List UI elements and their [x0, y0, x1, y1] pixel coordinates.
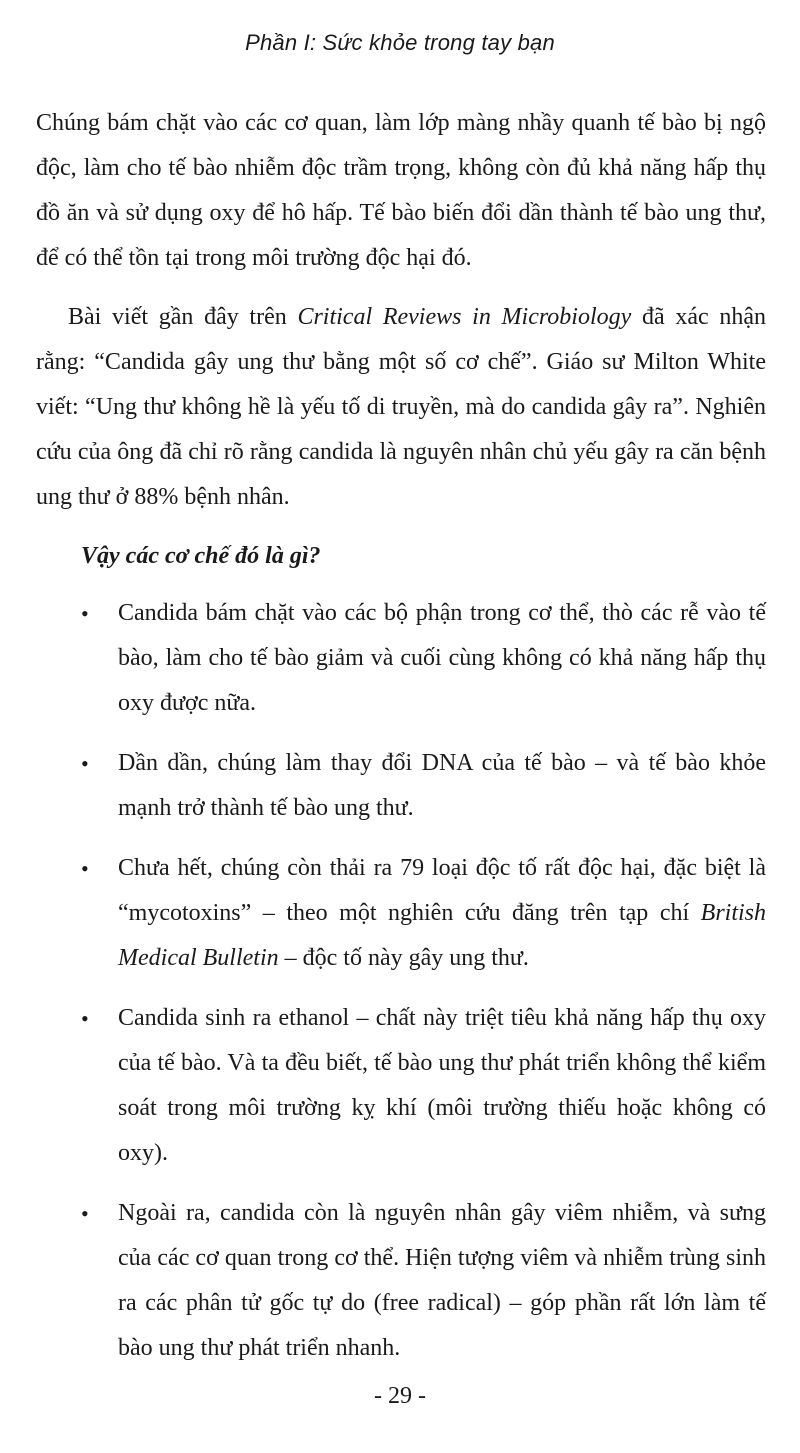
mechanism-list [36, 591, 766, 1371]
paragraph-citation-after: đã xác nhận rằng: “Candida gây ung thư bằng một số cơ chế”. Giáo sư Milton White viết: “Ung thư không hề là yếu tố di truyền, mà do candida gây ra”. Nghiên cứu của ông đã chỉ rõ rằng candida là nguyên nhân chủ yếu gây ra căn bệnh ung thư ở 88% bệnh nhân. [36, 304, 766, 510]
section-subheading: Vậy các cơ chế đó là gì? [81, 543, 321, 569]
page-number: - 29 - [374, 1383, 426, 1409]
bullet-icon: • [81, 1006, 89, 1031]
list-item-text: Ngoài ra, candida còn là nguyên nhân gây viêm nhiễm, và sưng của các cơ quan trong cơ thể. Hiện tượng viêm và nhiễm trùng sinh ra các phân tử gốc tự do (free radical) – góp phần rất lớn làm tế bào ung thư phát triển nhanh. [118, 1200, 766, 1361]
list-item-text: Candida bám chặt vào các bộ phận trong cơ thể, thò các rễ vào tế bào, làm cho tế bào giảm và cuối cùng không có khả năng hấp thụ oxy được nữa. [118, 600, 766, 716]
paragraph-intro: Chúng bám chặt vào các cơ quan, làm lớp màng nhầy quanh tế bào bị ngộ độc, làm cho tế bào nhiễm độc trầm trọng, không còn đủ khả năng hấp thụ đồ ăn và sử dụng oxy để hô hấp. Tế bào biến đổi dần thành tế bào ung thư, để có thể tồn tại trong môi trường độc hại đó. [36, 110, 766, 271]
journal-title-british-medical-bulletin: British Medical Bulletin [118, 900, 766, 971]
list-item [36, 996, 766, 1176]
bullet-icon: • [81, 601, 89, 626]
list-item [36, 741, 766, 831]
list-item-text [118, 855, 766, 971]
list-item [36, 591, 766, 726]
list-item-text-before: Chưa hết, chúng còn thải ra 79 loại độc tố rất độc hại, đặc biệt là “mycotoxins” – theo một nghiên cứu đăng trên tạp chí [118, 855, 766, 926]
journal-title-critical-reviews: Critical Reviews in Microbiology [297, 304, 632, 330]
running-header: Phần I: Sức khỏe trong tay bạn [245, 30, 555, 55]
bullet-icon: • [81, 1201, 89, 1226]
bullet-icon: • [81, 856, 89, 881]
list-item-text: Dần dần, chúng làm thay đổi DNA của tế bào – và tế bào khỏe mạnh trở thành tế bào ung thư. [118, 750, 766, 821]
page-body [36, 101, 766, 1386]
list-item-text-after: – độc tố này gây ung thư. [278, 945, 529, 971]
list-item [36, 846, 766, 981]
bullet-icon: • [81, 751, 89, 776]
list-item [36, 1191, 766, 1371]
paragraph-citation-before: Bài viết gần đây trên [68, 304, 298, 330]
list-item-text: Candida sinh ra ethanol – chất này triệt tiêu khả năng hấp thụ oxy của tế bào. Và ta đều biết, tế bào ung thư phát triển không thể kiểm soát trong môi trường kỵ khí (môi trường thiếu hoặc không có oxy). [118, 1005, 766, 1166]
paragraph-citation [36, 295, 766, 520]
